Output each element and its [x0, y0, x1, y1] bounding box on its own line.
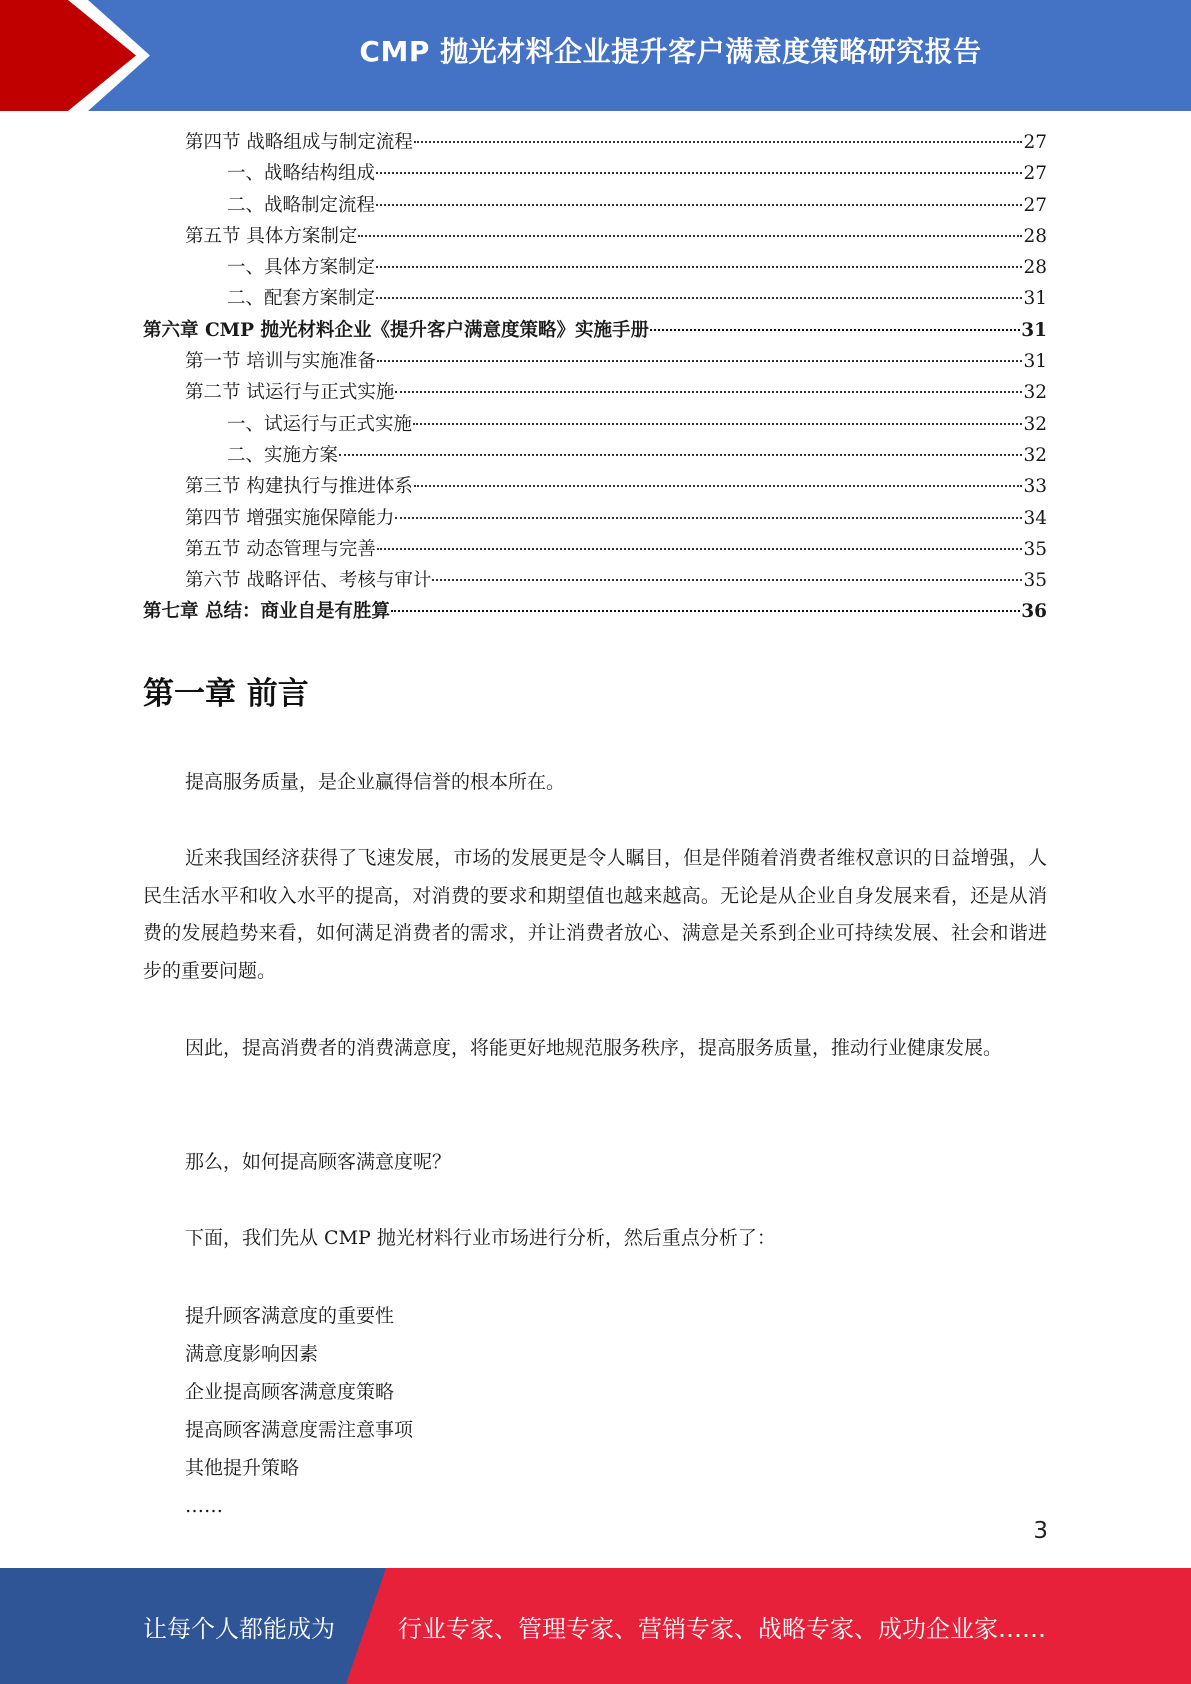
- toc-dot-leader: [376, 266, 1022, 268]
- toc-page-number: 32: [1023, 413, 1047, 435]
- paragraph: [143, 840, 1047, 990]
- page-footer: [0, 1568, 1191, 1684]
- page-number: 3: [1033, 1518, 1048, 1544]
- toc-dot-leader: [432, 579, 1022, 581]
- paragraph-text: 因此，提高消费者的消费满意度，将能更好地规范服务秩序，提高服务质量，推动行业健康发展。: [185, 1037, 1003, 1059]
- paragraph-text: 下面，我们先从 CMP 抛光材料行业市场进行分析，然后重点分析了：: [185, 1227, 776, 1249]
- toc-page-number: 32: [1023, 382, 1047, 404]
- list-item: ……: [185, 1495, 223, 1517]
- footer-slogan-left: 让每个人都能成为: [143, 1614, 335, 1643]
- toc-page-number: 28: [1023, 225, 1047, 247]
- toc-dot-leader: [395, 517, 1022, 519]
- toc-dot-leader: [339, 454, 1022, 456]
- toc-entry-label: 一、具体方案制定: [227, 257, 376, 279]
- toc-chapter-entry[interactable]: [143, 597, 1047, 628]
- toc-dot-leader: [650, 329, 1020, 331]
- toc-page-number: 32: [1023, 444, 1047, 466]
- toc-section-entry[interactable]: [143, 504, 1047, 535]
- toc-section-entry[interactable]: [143, 222, 1047, 253]
- toc-dot-leader: [414, 485, 1023, 487]
- toc-page-number: 35: [1023, 538, 1047, 560]
- list-item: 提升顾客满意度的重要性: [185, 1305, 395, 1327]
- toc-dot-leader: [377, 548, 1023, 550]
- toc-entry-label: 一、试运行与正式实施: [227, 413, 413, 435]
- toc-dot-leader: [395, 391, 1022, 393]
- document-title: CMP 抛光材料企业提升客户满意度策略研究报告: [359, 35, 982, 68]
- toc-entry-label: 第四节 增强实施保障能力: [185, 507, 395, 529]
- toc-entry-label: 二、配套方案制定: [227, 288, 376, 310]
- list-item: 其他提升策略: [185, 1457, 300, 1479]
- toc-dot-leader: [413, 423, 1022, 425]
- page-header: [0, 0, 1191, 111]
- paragraph: [143, 1144, 1047, 1182]
- list-item: 满意度影响因素: [185, 1343, 319, 1365]
- toc-page-number: 36: [1021, 601, 1047, 623]
- toc-page-number: 31: [1023, 351, 1047, 373]
- toc-entry-label: 二、实施方案: [227, 444, 339, 466]
- toc-dot-leader: [414, 141, 1023, 143]
- toc-dot-leader: [376, 297, 1022, 299]
- toc-subsection-entry[interactable]: [143, 253, 1047, 284]
- toc-dot-leader: [377, 360, 1023, 362]
- paragraph-text: 提高服务质量，是企业赢得信誉的根本所在。: [185, 771, 566, 793]
- toc-entry-label: 第五节 具体方案制定: [185, 225, 358, 247]
- toc-entry-label: 一、战略结构组成: [227, 163, 376, 185]
- paragraph-text: 近来我国经济获得了飞速发展，市场的发展更是令人瞩目，但是伴随着消费者维权意识的日益增强，人民生活水平和收入水平的提高，对消费的要求和期望值也越来越高。无论是从企业自身发展来看，还是从消费的发展趋势来看，如何满足消费者的需求，并让消费者放心、满意是关系到企业可持续发展、社会和谐进步的重要问题。: [143, 847, 1047, 982]
- toc-dot-leader: [358, 235, 1022, 237]
- toc-page-number: 31: [1023, 288, 1047, 310]
- paragraph: [143, 1030, 1047, 1068]
- toc-page-number: 33: [1023, 476, 1047, 498]
- toc-section-entry[interactable]: [143, 566, 1047, 597]
- toc-page-number: 35: [1023, 570, 1047, 592]
- toc-entry-label: 二、战略制定流程: [227, 194, 376, 216]
- toc-subsection-entry[interactable]: [143, 191, 1047, 222]
- chapter-title: 第一章 前言: [143, 676, 309, 712]
- toc-page-number: 27: [1023, 132, 1047, 153]
- toc-page-number: 27: [1023, 163, 1047, 185]
- toc-entry-label: 第六章 CMP 抛光材料企业《提升客户满意度策略》实施手册: [143, 319, 649, 341]
- list-item: 提高顾客满意度需注意事项: [185, 1419, 414, 1441]
- toc-section-entry[interactable]: [143, 472, 1047, 503]
- footer-slogan-right: 行业专家、管理专家、营销专家、战略专家、成功企业家……: [398, 1614, 1046, 1643]
- toc-entry-label: 第三节 构建执行与推进体系: [185, 476, 413, 498]
- toc-subsection-entry[interactable]: [143, 159, 1047, 190]
- toc-subsection-entry[interactable]: [143, 410, 1047, 441]
- toc-entry-label: 第四节 战略组成与制定流程: [185, 132, 413, 153]
- paragraph: [143, 764, 1047, 802]
- header-red-chevron-icon: [0, 0, 150, 111]
- toc-dot-leader: [376, 172, 1022, 174]
- toc-entry-label: 第五节 动态管理与完善: [185, 538, 376, 560]
- toc-section-entry[interactable]: [143, 378, 1047, 409]
- toc-subsection-entry[interactable]: [143, 441, 1047, 472]
- toc-entry-label: 第六节 战略评估、考核与审计: [185, 570, 432, 592]
- toc-subsection-entry[interactable]: [143, 284, 1047, 315]
- paragraph-text: 那么，如何提高顾客满意度呢？: [185, 1151, 452, 1173]
- toc-section-entry[interactable]: [143, 347, 1047, 378]
- toc-section-entry[interactable]: [143, 128, 1047, 159]
- paragraph: [143, 1220, 1047, 1258]
- toc-entry-label: 第七章 总结：商业自是有胜算: [143, 601, 390, 623]
- topic-list: [185, 1297, 413, 1525]
- toc-chapter-entry[interactable]: [143, 316, 1047, 347]
- toc-dot-leader: [391, 610, 1020, 612]
- toc-page-number: 31: [1021, 319, 1047, 341]
- toc-page-number: 28: [1023, 257, 1047, 279]
- toc-page-number: 34: [1023, 507, 1047, 529]
- toc-entry-label: 第二节 试运行与正式实施: [185, 382, 395, 404]
- toc-page-number: 27: [1023, 194, 1047, 216]
- toc-section-entry[interactable]: [143, 535, 1047, 566]
- toc-entry-label: 第一节 培训与实施准备: [185, 351, 376, 373]
- toc-dot-leader: [376, 204, 1022, 206]
- table-of-contents: [143, 128, 1047, 629]
- list-item: 企业提高顾客满意度策略: [185, 1381, 395, 1403]
